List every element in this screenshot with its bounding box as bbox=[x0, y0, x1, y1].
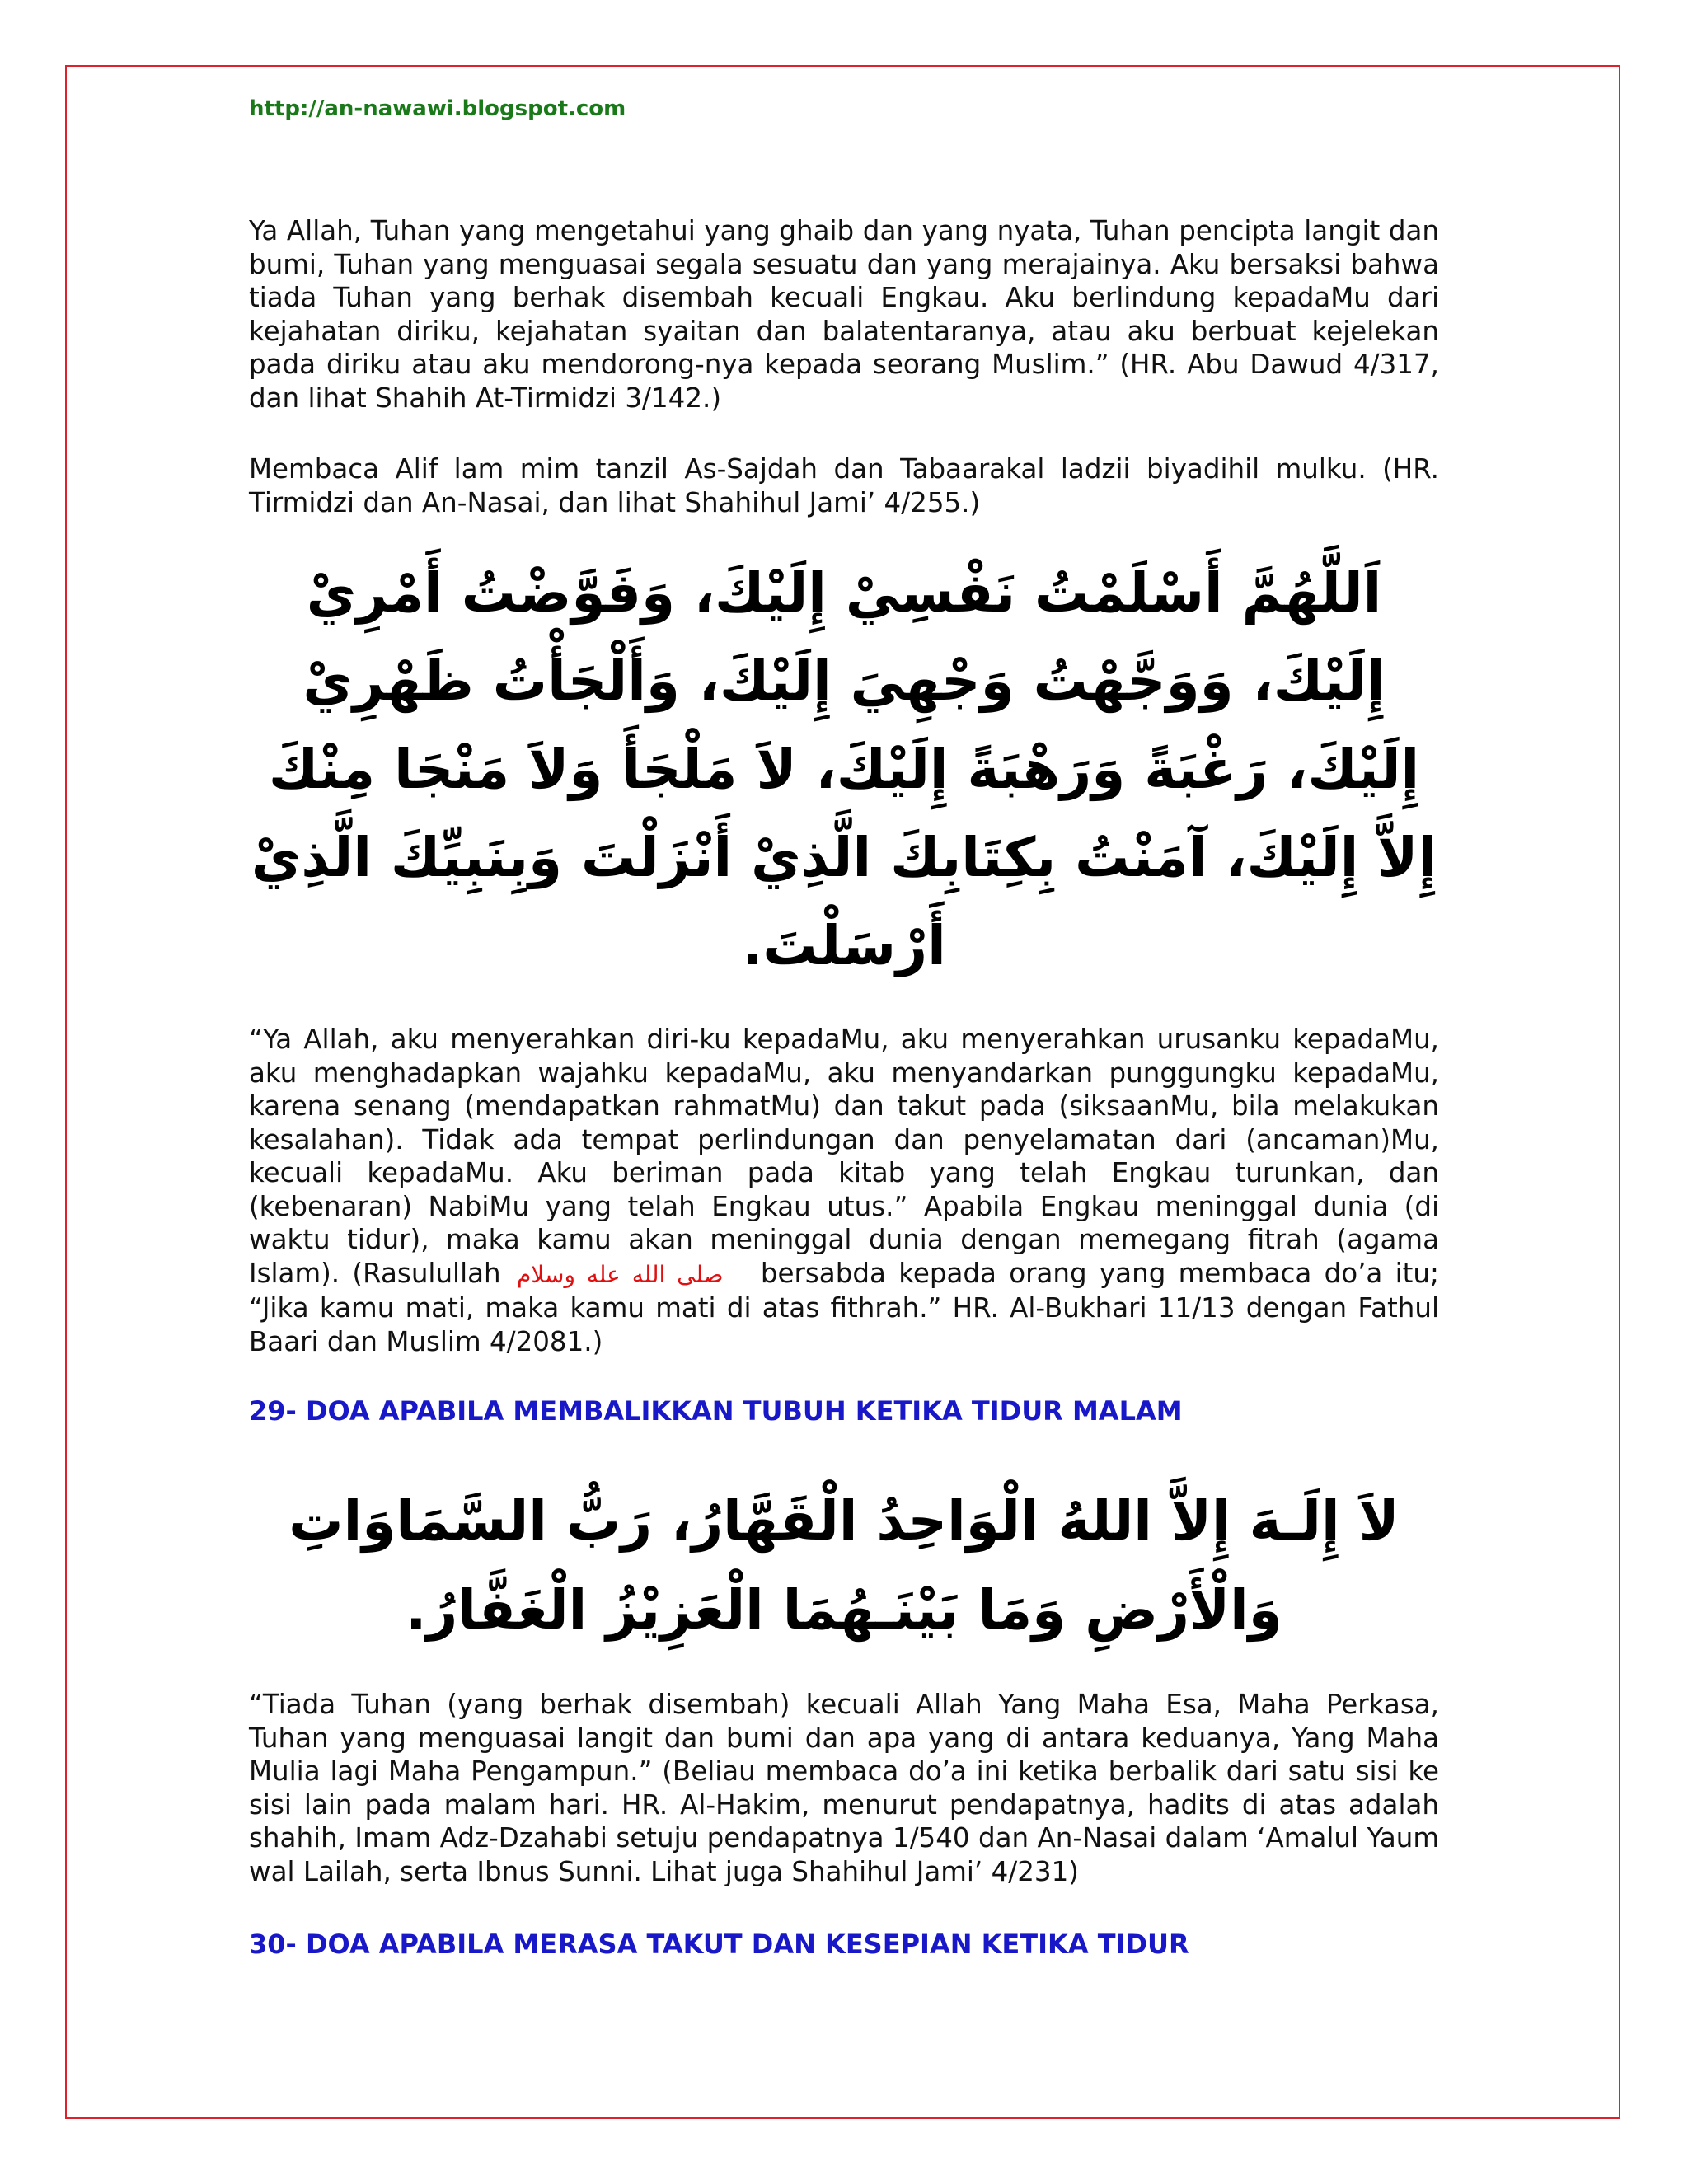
page-content bbox=[249, 92, 1439, 1961]
section-heading-29: 29- DOA APABILA MEMBALIKKAN TUBUH KETIKA TIDUR MALAM bbox=[249, 1395, 1183, 1427]
paragraph-dua-translation-1: Ya Allah, Tuhan yang mengetahui yang ghaib dan yang nyata, Tuhan pencipta langit dan bumi, Tuhan yang menguasai segala sesuatu dan yang merajainya. Aku bersaksi bahwa tiada Tuhan yang berhak disembah kecuali Engkau. Aku berlindung kepadaMu dari kejahatan diriku, kejahatan syaitan dan balatentaranya, atau aku berbuat kejelekan pada diriku atau aku mendorong-nya kepada seorang Muslim.” (HR. Abu Dawud 4/317, dan lihat Shahih At-Tirmidzi 3/142.) bbox=[249, 215, 1439, 414]
arabic-dua-turning: لاَ إِلَـهَ إِلاَّ اللهُ الْوَاحِدُ الْقَهَّارُ، رَبُّ السَّمَاوَاتِ وَالْأَرْضِ وَمَا بَيْنَـهُمَا الْعَزِيْزُ الْغَفَّارُ. bbox=[288, 1489, 1400, 1642]
paragraph-text-after: bersabda kepada orang yang membaca do’a itu; “Jika kamu mati, maka kamu mati di atas fithrah.” HR. Al-Bukhari 11/13 dengan Fathul Baari dan Muslim 4/2081.) bbox=[249, 1257, 1439, 1357]
section-heading-30: 30- DOA APABILA MERASA TAKUT DAN KESEPIAN KETIKA TIDUR bbox=[249, 1929, 1189, 1960]
site-url-link[interactable]: http://an-nawawi.blogspot.com bbox=[249, 96, 626, 121]
arabic-dua-sleep: اَللَّهُمَّ أَسْلَمْتُ نَفْسِيْ إِلَيْكَ، وَفَوَّضْتُ أَمْرِيْ إِلَيْكَ، وَوَجَّهْتُ وَجْهِيَ إِلَيْكَ، وَأَلْجَأْتُ ظَهْرِيْ إِلَيْكَ، رَغْبَةً وَرَهْبَةً إِلَيْكَ، لاَ مَلْجَأَ وَلاَ مَنْجَا مِنْكَ إِلاَّ إِلَيْكَ، آمَنْتُ بِكِتَابِكَ الَّذِيْ أَنْزَلْتَ وَبِنَبِيِّكَ الَّذِيْ أَرْسَلْتَ. bbox=[251, 561, 1437, 977]
paragraph-dua-translation-2 bbox=[249, 1023, 1439, 1358]
paragraph-sajdah-note: Membaca Alif lam mim tanzil As-Sajdah dan Tabaarakal ladzii biyadihil mulku. (HR. Tirmidzi dan An-Nasai, dan lihat Shahihul Jami’ 4/255.) bbox=[249, 453, 1439, 518]
inline-arabic-salawat: صلى الله عله وسلام bbox=[516, 1260, 724, 1288]
paragraph-dua-translation-3: “Tiada Tuhan (yang berhak disembah) kecuali Allah Yang Maha Esa, Maha Perkasa, Tuhan yang menguasai langit dan bumi dan apa yang di antara keduanya, Yang Maha Mulia lagi Maha Pengampun.” (Beliau membaca do’a ini ketika berbalik dari satu sisi ke sisi lain pada malam hari. HR. Al-Hakim, menurut pendapatnya, hadits di atas adalah shahih, Imam Adz-Dzahabi setuju pendapatnya 1/540 dan An-Nasai dalam ‘Amalul Yaum wal Lailah, serta Ibnus Sunni. Lihat juga Shahihul Jami’ 4/231) bbox=[249, 1689, 1439, 1887]
paragraph-text-before: “Ya Allah, aku menyerahkan diri-ku kepadaMu, aku menyerahkan urusanku kepadaMu, aku menghadapkan wajahku kepadaMu, aku menyandarkan punggungku kepadaMu, karena senang (mendapatkan rahmatMu) dan takut pada (siksaanMu, bila melakukan kesalahan). Tidak ada tempat perlindungan dan penyelamatan dari (ancaman)Mu, kecuali kepadaMu. Aku beriman pada kitab yang telah Engkau turunkan, dan (kebenaran) NabiMu yang telah Engkau utus.” Apabila Engkau meninggal dunia (di waktu tidur), maka kamu akan meninggal dunia dengan memegang fitrah (agama Islam). (Rasulullah bbox=[249, 1024, 1439, 1289]
